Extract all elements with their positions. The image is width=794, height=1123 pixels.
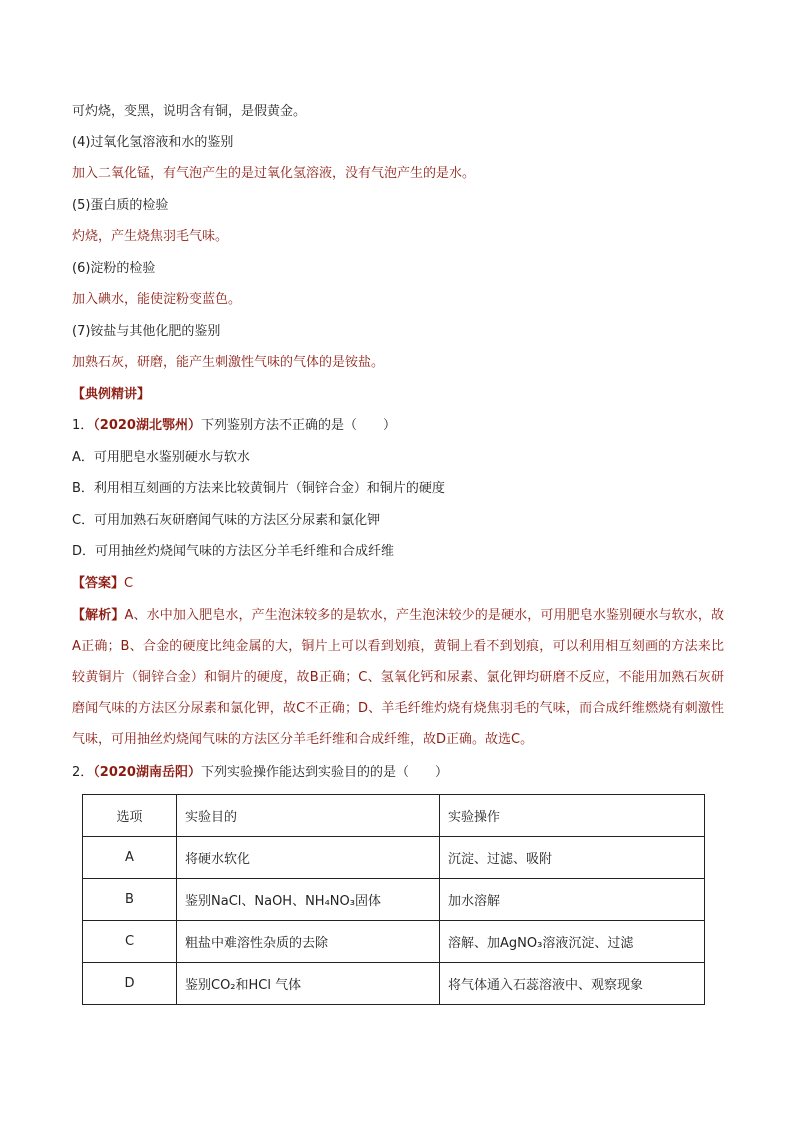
subheading-protein: (5)蛋白质的检验 (72, 198, 169, 213)
option-b: B．利用相互刻画的方法来比较黄铜片（铜锌合金）和铜片的硬度 (72, 481, 445, 496)
analysis-paragraph (72, 600, 724, 755)
question-number: 1． (72, 418, 94, 433)
text-line: 加入碘水，能使淀粉变蓝色。 (72, 292, 242, 307)
answer-label: 【答案】 (72, 576, 125, 591)
table-cell: 加水溶解 (440, 879, 705, 921)
table-cell: 沉淀、过滤、吸附 (440, 837, 705, 879)
table-row (83, 879, 705, 921)
header-operation: 实验操作 (440, 795, 705, 837)
table-cell: D (83, 963, 177, 1005)
table-row (83, 921, 705, 963)
table-cell: 粗盐中难溶性杂质的去除 (177, 921, 440, 963)
question-1-stem (72, 416, 732, 436)
question-text: 下列实验操作能达到实验目的的是（ ） (200, 765, 448, 780)
table-header-row (83, 795, 705, 837)
table-cell: 鉴别NaCl、NaOH、NH₄NO₃固体 (177, 879, 440, 921)
option-c: C．可用加熟石灰研磨闻气味的方法区分尿素和氯化钾 (72, 513, 381, 528)
question-source: （2020湖北鄂州） (93, 418, 201, 433)
table-cell: 鉴别CO₂和HCl 气体 (177, 963, 440, 1005)
header-option: 选项 (83, 795, 177, 837)
answer-value: C (124, 576, 134, 591)
experiment-table (82, 794, 705, 1005)
table-cell: 将硬水软化 (177, 837, 440, 879)
text-line: 灼烧，产生烧焦羽毛气味。 (72, 229, 229, 244)
subheading-hydrogen-peroxide: (4)过氧化氢溶液和水的鉴别 (72, 135, 234, 150)
option-d: D．可用抽丝灼烧闻气味的方法区分羊毛纤维和合成纤维 (72, 544, 395, 559)
answer-line (72, 574, 732, 594)
table-row (83, 837, 705, 879)
text-line: 加入二氧化锰，有气泡产生的是过氧化氢溶液，没有气泡产生的是水。 (72, 166, 476, 181)
question-number: 2． (72, 765, 94, 780)
table-cell: B (83, 879, 177, 921)
subheading-ammonium-salt: (7)铵盐与其他化肥的鉴别 (72, 324, 221, 339)
question-2-stem (72, 763, 732, 783)
analysis-text: A、水中加入肥皂水，产生泡沫较多的是软水，产生泡沫较少的是硬水，可用肥皂水鉴别硬水与软水，故A正确；B、合金的硬度比纯金属的大，铜片上可以看到划痕，黄铜上看不到划痕，可以利用相互刻画的方法来比较黄铜片（铜锌合金）和铜片的硬度，故B正确；C、氢氧化钙和尿素、氯化钾均研磨不反应，不能用加熟石灰研磨闻气味的方法区分尿素和氯化钾，故C不正确；D、羊毛纤维灼烧有烧焦羽毛的气味，而合成纤维燃烧有刺激性气味，可用抽丝灼烧闻气味的方法区分羊毛纤维和合成纤维，故D正确。故选C。 (72, 608, 724, 747)
subheading-starch: (6)淀粉的检验 (72, 261, 156, 276)
table-cell: 将气体通入石蕊溶液中、观察现象 (440, 963, 705, 1005)
table-cell: A (83, 837, 177, 879)
question-text: 下列鉴别方法不正确的是（ ） (200, 418, 396, 433)
table-row (83, 963, 705, 1005)
analysis-label: 【解析】 (72, 608, 125, 623)
text-line: 加熟石灰，研磨，能产生刺激性气味的气体的是铵盐。 (72, 355, 385, 370)
header-purpose: 实验目的 (177, 795, 440, 837)
table-cell: C (83, 921, 177, 963)
option-a: A．可用肥皂水鉴别硬水与软水 (72, 450, 250, 465)
question-source: （2020湖南岳阳） (93, 765, 201, 780)
table-cell: 溶解、加AgNO₃溶液沉淀、过滤 (440, 921, 705, 963)
section-title: 【典例精讲】 (72, 387, 151, 402)
text-line: 可灼烧，变黑，说明含有铜，是假黄金。 (72, 104, 307, 119)
